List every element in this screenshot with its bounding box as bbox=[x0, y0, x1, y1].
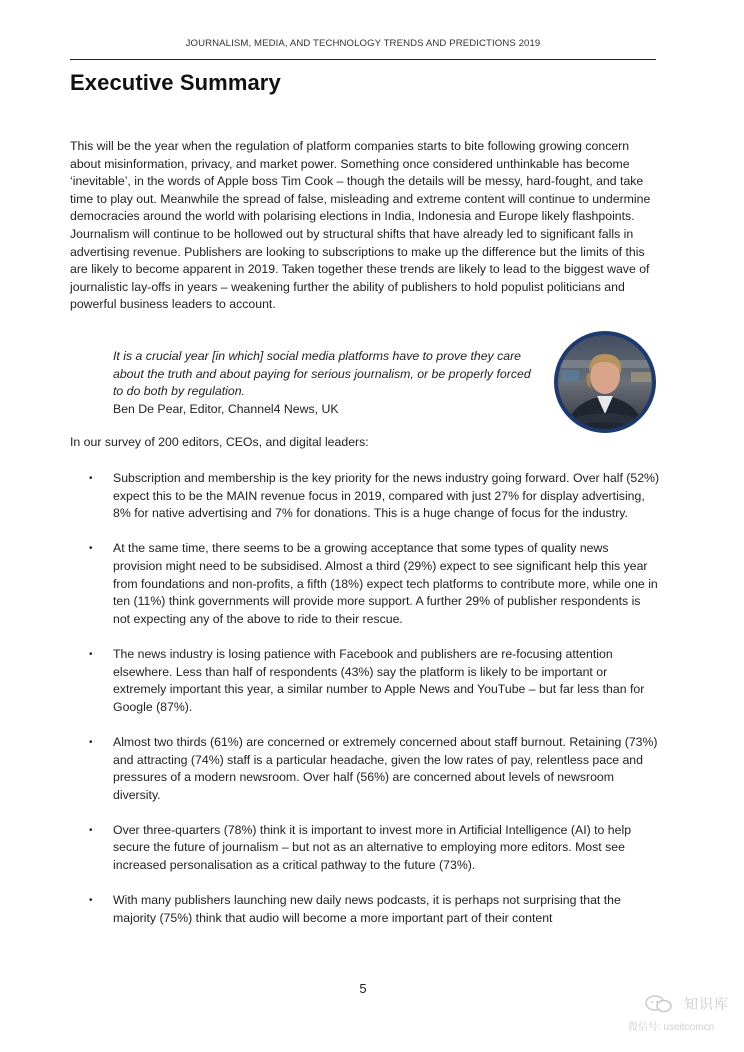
quote-text: It is a crucial year [in which] social media platforms have to prove they care about the truth and about paying for serious journalism, or be properly forced to do both by regulation. bbox=[113, 349, 531, 399]
list-item bbox=[70, 734, 660, 804]
list-item bbox=[70, 540, 660, 628]
watermark-title: 知识库 bbox=[684, 996, 729, 1012]
bullet-icon: • bbox=[89, 736, 93, 748]
wechat-icon bbox=[644, 994, 674, 1014]
bullet-icon: • bbox=[89, 648, 93, 660]
finding-text: The news industry is losing patience with Facebook and publishers are re-focusing attention elsewhere. Less than half of respondents (43%) say the platform is likely to be important or extremely important this year, a similar number to Apple News and YouTube – but far less than for Google (87%). bbox=[113, 646, 645, 714]
speaker-portrait bbox=[553, 330, 657, 434]
finding-text: Over three-quarters (78%) think it is important to invest more in Artificial Intelligence (AI) to help secure the future of journalism – but not as an alternative to employing more editors. Most see increased personalisation as a critical pathway to the future (73%). bbox=[113, 822, 632, 873]
page-number: 5 bbox=[359, 981, 367, 996]
findings-list bbox=[70, 470, 660, 945]
page-title: Executive Summary bbox=[70, 70, 281, 95]
watermark-subtitle: 微信号: useitcomcn bbox=[628, 1022, 715, 1033]
bullet-icon: • bbox=[89, 543, 93, 555]
header-divider bbox=[70, 59, 656, 60]
bullet-icon: • bbox=[89, 824, 93, 836]
survey-intro: In our survey of 200 editors, CEOs, and digital leaders: bbox=[70, 435, 369, 449]
finding-text: With many publishers launching new daily news podcasts, it is perhaps not surprising that the majority (75%) think that audio will become a more important part of their content bbox=[113, 893, 621, 925]
intro-paragraph: This will be the year when the regulation of platform companies starts to bite following growing concern about misinformation, privacy, and market power. Something once considered unthinkable has become ‘inevitable’, in the words of Apple boss Tim Cook – though the details will be messy, hard-fought, and take time to play out. Meanwhile the spread of false, misleading and extreme content will continue to undermine democracies around the world with polarising elections in India, Indonesia and Europe likely flashpoints. Journalism will continue to be hollowed out by structural shifts that have already led to significant falls in advertising revenue. Publishers are looking to subscriptions to make up the difference but the limits of this are likely to become apparent in 2019. Taken together these trends are likely to lead to the biggest wave of journalistic lay-offs in years – weakening further the ability of publishers to hold populist politicians and powerful business leaders to account. bbox=[70, 139, 651, 312]
finding-text: Subscription and membership is the key priority for the news industry going forward. Over half (52%) expect this to be the MAIN revenue focus in 2019, compared with just 27% for display advertising, 8% for native advertising and 7% for donations. This is a huge change of focus for the industry. bbox=[113, 471, 660, 521]
list-item bbox=[70, 822, 660, 875]
bullet-icon: • bbox=[89, 473, 93, 484]
quote-attribution: Ben De Pear, Editor, Channel4 News, UK bbox=[113, 401, 339, 416]
pull-quote bbox=[113, 348, 543, 418]
list-item bbox=[70, 470, 660, 523]
bullet-icon: • bbox=[89, 895, 93, 907]
list-item bbox=[70, 646, 660, 716]
running-header: JOURNALISM, MEDIA, AND TECHNOLOGY TRENDS AND PREDICTIONS 2019 bbox=[185, 38, 541, 49]
watermark bbox=[628, 992, 740, 1033]
list-item bbox=[70, 892, 660, 927]
finding-text: Almost two thirds (61%) are concerned or extremely concerned about staff burnout. Retaining (73%) and attracting (74%) staff is a particular headache, given the low rates of pay, relentless pace and pressures of a modern newsroom. Over half (56%) are concerned about levels of newsroom diversity. bbox=[113, 734, 658, 802]
finding-text: At the same time, there seems to be a growing acceptance that some types of quality news provision might need to be subsidised. Almost a third (29%) expect to see significant help this year from foundations and non-profits, a fifth (18%) expect tech platforms to contribute more, while one in ten (11%) think governments will provide more support. A further 29% of publisher respondents is not expecting any of the above to ride to their rescue. bbox=[113, 541, 658, 626]
